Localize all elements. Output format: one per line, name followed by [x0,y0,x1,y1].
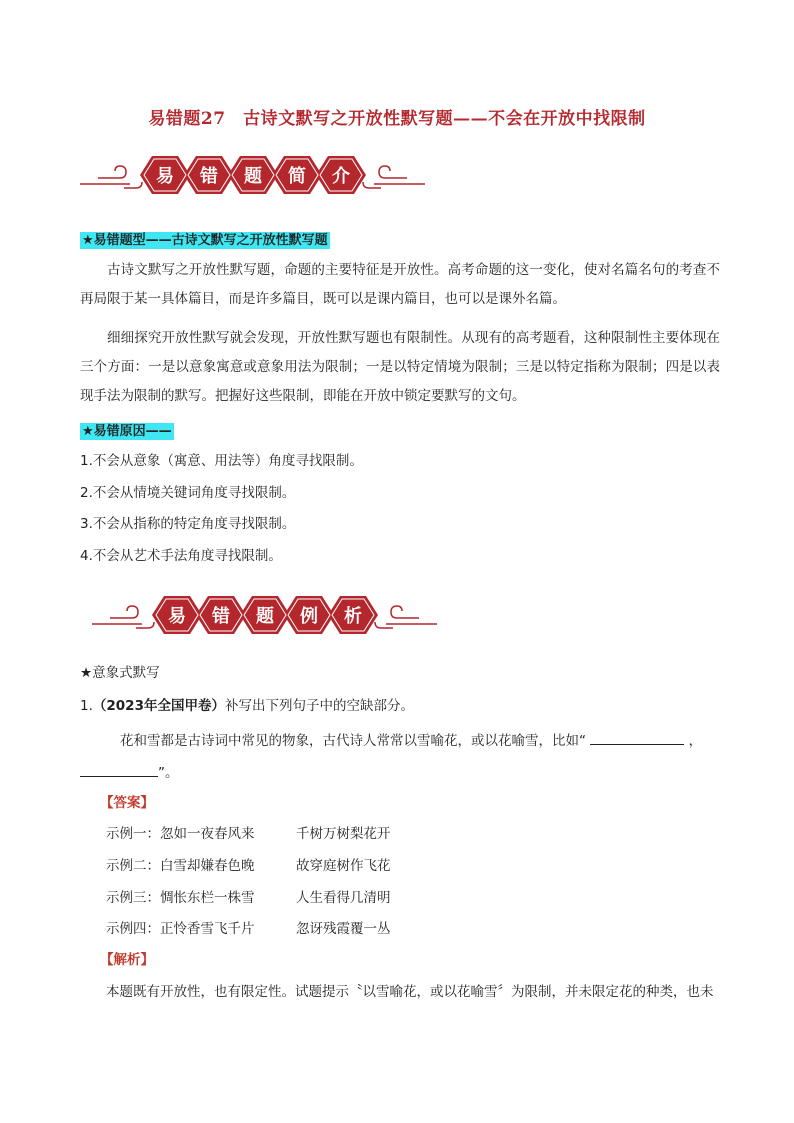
reason-item: 3.不会从指称的特定角度寻找限制。 [80,516,296,532]
answer-example-line-a: 示例二：白雪却嫌春色晚 [106,858,255,874]
analysis-text: 本题既有开放性，也有限定性。试题提示〝以雪喻花，或以花喻雪〞为限制，并未限定花的种类，也未 [106,984,714,1000]
answer-heading: 【答案】 [100,795,154,811]
reason-item: 2.不会从情境关键词角度寻找限制。 [80,485,296,501]
banner-intro-char: 介 [332,166,350,187]
intro-paragraph-2: 细细探究开放性默写就会发现，开放性默写题也有限制性。从现有的高考题看，这种限制性主要体现在三个方面：一是以意象寓意或意象用法为限制；一是以特定情境为限制；三是以特定指称为限制；四是以表现手法为限制的默写。把握好这些限制，即能在开放中锁定要默写的文句。 [80,330,720,404]
banner-intro-char: 错 [200,166,218,187]
question-line [80,696,414,716]
question-number: 1. [80,698,93,714]
question-source: （2023年全国甲卷） [92,698,225,714]
highlighted-heading: ★易错题型——古诗文默写之开放性默写题 [82,233,328,248]
answer-example-line-a: 示例一：忽如一夜春风来 [106,826,255,842]
highlighted-heading: ★易错原因—— [82,424,172,439]
answer-example-row [106,824,391,844]
page-title: 易错题27 古诗文默写之开放性默写题——不会在开放中找限制 [148,109,646,129]
answer-blank-2[interactable] [80,762,158,777]
section-banner-examples [92,590,437,640]
answer-example-row [106,919,391,939]
answer-blank-1[interactable] [590,730,684,745]
prompt-text: 花和雪都是古诗词中常见的物象，古代诗人常常以雪喻花，或以花喻雪，比如“ [120,733,586,749]
intro-paragraph-1: 古诗文默写之开放性默写题，命题的主要特征是开放性。高考命题的这一变化，使对名篇名句的考查不再局限于某一具体篇目，而是许多篇目，既可以是课内篇目，也可以是课外名篇。 [80,262,720,307]
banner-examples-char: 析 [344,606,362,627]
banner-intro-char: 易 [156,166,174,187]
question-prompt: 花和雪都是古诗词中常见的物象，古代诗人常常以雪喻花，或以花喻雪，比如“ ， [120,730,702,751]
answer-example-line-a: 示例三：惆怅东栏一株雪 [106,890,255,906]
banner-examples-char: 错 [212,606,230,627]
question-prompt-cont [80,762,179,783]
example-category: ★意象式默写 [80,665,160,681]
section-heading-type [80,230,330,251]
answer-example-line-b: 人生看得几清明 [296,890,391,906]
banner-examples-char: 例 [300,606,318,627]
answer-example-row [106,856,391,876]
answer-example-row [106,888,391,908]
reason-item: 4.不会从艺术手法角度寻找限制。 [80,548,282,564]
answer-example-line-b: 忽讶残霞覆一丛 [296,921,391,937]
analysis-heading: 【解析】 [100,952,154,968]
banner-intro-char: 简 [288,166,306,187]
reason-item: 1.不会从意象（寓意、用法等）角度寻找限制。 [80,453,363,469]
section-heading-reason [80,421,174,442]
banner-examples-char: 易 [168,606,186,627]
question-text: 补写出下列句子中的空缺部分。 [224,698,414,714]
answer-example-line-b: 千树万树梨花开 [296,826,391,842]
answer-example-line-a: 示例四：正怜香雪飞千片 [106,921,255,937]
banner-intro-char: 题 [244,166,262,187]
banner-examples-char: 题 [256,606,274,627]
section-banner-intro [80,150,425,200]
answer-example-line-b: 故穿庭树作飞花 [296,858,391,874]
prompt-end: ”。 [158,765,179,781]
